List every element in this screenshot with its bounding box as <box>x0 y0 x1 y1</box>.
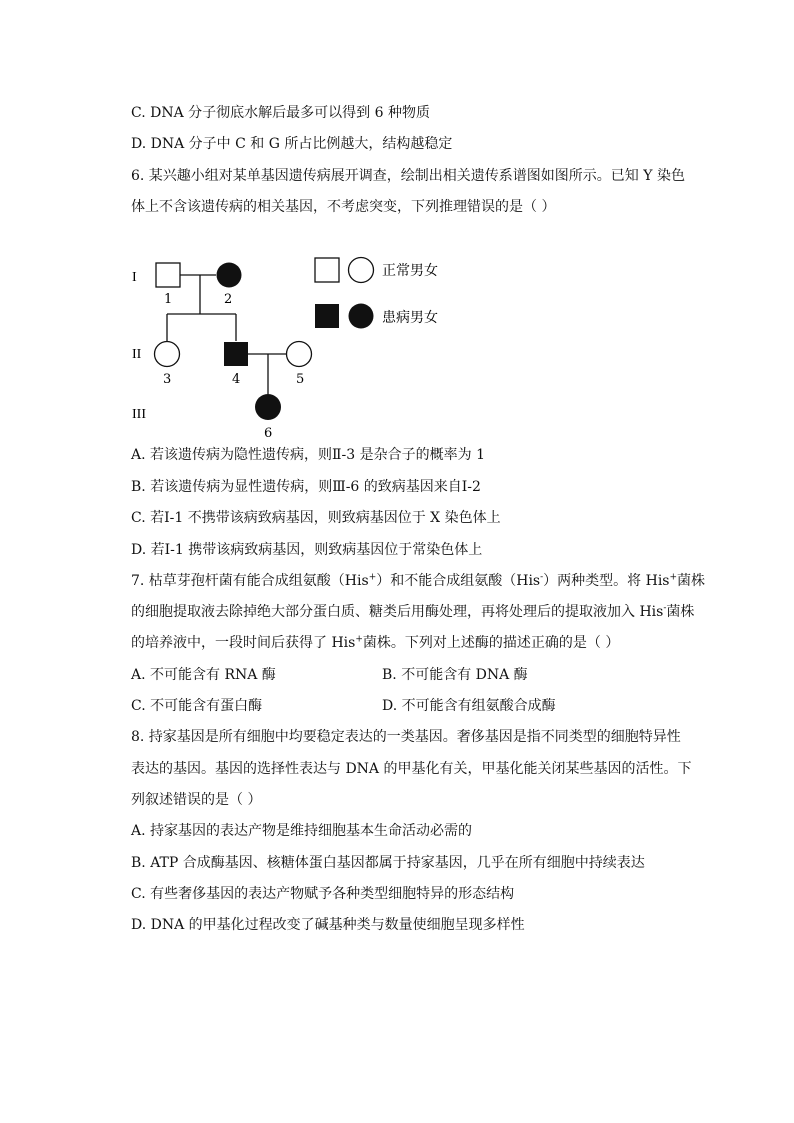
q7-text-2a: 的细胞提取液去除掉绝大部分蛋白质、糖类后用酶处理，再将处理后的提取液加入 His <box>131 604 664 620</box>
q5-option-c: C. DNA 分子彻底水解后最多可以得到 6 种物质 <box>131 105 430 121</box>
q7-option-c: C. 不可能含有蛋白酶 <box>131 698 263 714</box>
legend-affected-label: 患病男女 <box>382 310 438 326</box>
q7-stem-line1 <box>131 572 705 590</box>
q8-option-a: A. 持家基因的表达产物是维持细胞基本生命活动必需的 <box>131 823 473 839</box>
individual-1-normal-male <box>156 263 180 287</box>
q7-text-3b: 菌株。下列对上述酶的描述正确的是（ ） <box>362 635 620 651</box>
q7-text-1b: ）和不能合成组氨酸（His <box>376 573 541 589</box>
individual-2-affected-female <box>217 263 242 288</box>
q7-stem-line3 <box>131 634 619 652</box>
q6-option-b: B. 若该遗传病为显性遗传病，则Ⅲ-6 的致病基因来自Ⅰ-2 <box>131 479 481 495</box>
q8-stem-line2: 表达的基因。基因的选择性表达与 DNA 的甲基化有关，甲基化能关闭某些基因的活性。下 <box>131 761 692 777</box>
q8-stem-line3: 列叙述错误的是（ ） <box>131 792 262 808</box>
generation-label-1: I <box>132 270 137 285</box>
individual-5-number: 5 <box>296 372 305 387</box>
q7-text-1d: 菌株 <box>677 573 706 589</box>
legend-normal-male-icon <box>315 258 339 282</box>
q5-option-d: D. DNA 分子中 C 和 G 所占比例越大，结构越稳定 <box>131 136 453 152</box>
individual-4-affected-male <box>224 342 248 366</box>
individual-5-normal-female <box>287 342 312 367</box>
legend-affected-male-icon <box>315 304 339 328</box>
generation-label-3: III <box>132 407 146 422</box>
superscript-plus: + <box>368 572 377 583</box>
individual-3-normal-female <box>155 342 180 367</box>
q6-option-a: A. 若该遗传病为隐性遗传病，则Ⅱ-3 是杂合子的概率为 1 <box>131 447 485 463</box>
legend-affected-female-icon <box>349 304 374 329</box>
superscript-minus: - <box>663 603 667 614</box>
q7-option-b: B. 不可能含有 DNA 酶 <box>382 667 528 683</box>
individual-1-number: 1 <box>164 292 173 307</box>
legend-normal-label: 正常男女 <box>382 263 438 279</box>
q6-stem-line2: 体上不含该遗传病的相关基因，不考虑突变，下列推理错误的是（ ） <box>131 199 556 215</box>
q6-stem-line1: 6. 某兴趣小组对某单基因遗传病展开调查，绘制出相关遗传系谱图如图所示。已知 Y 染色 <box>131 168 685 184</box>
individual-3-number: 3 <box>163 372 172 387</box>
superscript-minus: - <box>540 572 544 583</box>
q7-text-3a: 的培养液中，一段时间后获得了 His <box>131 635 356 651</box>
legend-normal-female-icon <box>349 258 374 283</box>
generation-label-2: II <box>132 347 142 362</box>
q8-option-c: C. 有些奢侈基因的表达产物赋予各种类型细胞特异的形态结构 <box>131 886 515 902</box>
q7-text-1a: 7. 枯草芽孢杆菌有能合成组氨酸（His <box>131 573 369 589</box>
q6-option-c: C. 若Ⅰ-1 不携带该病致病基因，则致病基因位于 X 染色体上 <box>131 510 501 526</box>
pedigree-chart <box>120 248 460 443</box>
individual-4-number: 4 <box>232 372 241 387</box>
superscript-plus: + <box>669 572 678 583</box>
q7-option-a: A. 不可能含有 RNA 酶 <box>131 667 276 683</box>
q7-option-d: D. 不可能含有组氨酸合成酶 <box>382 698 556 714</box>
q7-text-2b: 菌株 <box>666 604 695 620</box>
q6-option-d: D. 若Ⅰ-1 携带该病致病基因，则致病基因位于常染色体上 <box>131 542 483 558</box>
individual-6-affected-female <box>255 394 281 420</box>
individual-6-number: 6 <box>264 426 273 441</box>
q7-stem-line2 <box>131 603 694 621</box>
q7-text-1c: ）两种类型。将 His <box>543 573 670 589</box>
q8-option-b: B. ATP 合成酶基因、核糖体蛋白基因都属于持家基因，几乎在所有细胞中持续表达 <box>131 855 645 871</box>
superscript-plus: + <box>355 634 363 645</box>
individual-2-number: 2 <box>224 292 233 307</box>
q8-option-d: D. DNA 的甲基化过程改变了碱基种类与数量使细胞呈现多样性 <box>131 917 525 933</box>
q8-stem-line1: 8. 持家基因是所有细胞中均要稳定表达的一类基因。奢侈基因是指不同类型的细胞特异性 <box>131 729 681 745</box>
